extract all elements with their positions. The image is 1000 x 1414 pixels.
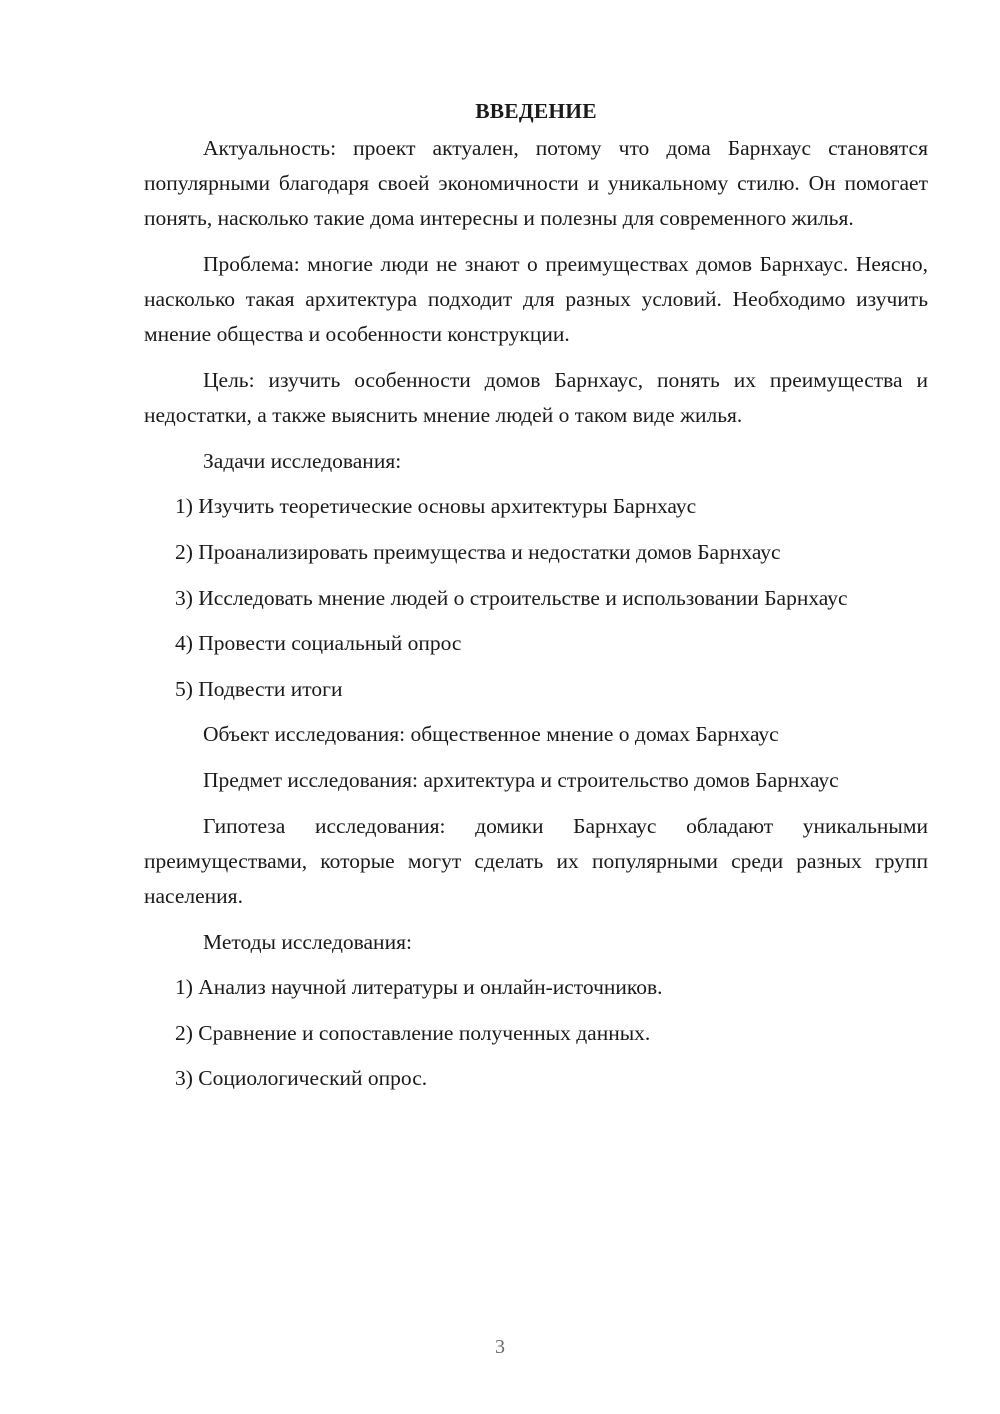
hypothesis-paragraph: Гипотеза исследования: домики Барнхаус обладают уникальными преимуществами, которые могут сделать их популярными среди разных групп населения.	[144, 813, 928, 908]
section-title: ВВЕДЕНИЕ	[475, 99, 597, 123]
task-item-2: 2) Проанализировать преимущества и недостатки домов Барнхаус	[175, 539, 781, 564]
task-item-4: 4) Провести социальный опрос	[175, 631, 462, 656]
methods-heading: Методы исследования:	[203, 929, 412, 954]
method-item-2: 2) Сравнение и сопоставление полученных данных.	[175, 1020, 651, 1045]
object-paragraph: Объект исследования: общественное мнение о домах Барнхаус	[203, 722, 779, 747]
subject-paragraph: Предмет исследования: архитектура и строительство домов Барнхаус	[203, 767, 839, 792]
document-body	[144, 94, 928, 1107]
task-item-1: 1) Изучить теоретические основы архитектуры Барнхаус	[175, 494, 697, 519]
task-item-5: 5) Подвести итоги	[175, 676, 343, 701]
relevance-paragraph: Актуальность: проект актуален, потому что дома Барнхаус становятся популярными благодаря своей экономичности и уникальному стилю. Он помогает понять, насколько такие дома интересны и полезны для современного жилья.	[144, 136, 928, 231]
method-item-1: 1) Анализ научной литературы и онлайн-источников.	[175, 975, 663, 1000]
method-item-3: 3) Социологический опрос.	[175, 1066, 428, 1091]
task-item-3: 3) Исследовать мнение людей о строительстве и использовании Барнхаус	[175, 585, 848, 610]
tasks-heading: Задачи исследования:	[203, 448, 402, 473]
page-number: 3	[495, 1336, 505, 1358]
goal-paragraph: Цель: изучить особенности домов Барнхаус, понять их преимущества и недостатки, а также выяснить мнение людей о таком виде жилья.	[144, 368, 928, 428]
problem-paragraph: Проблема: многие люди не знают о преимуществах домов Барнхаус. Неясно, насколько такая архитектура подходит для разных условий. Необходимо изучить мнение общества и особенности конструкции.	[144, 252, 928, 347]
